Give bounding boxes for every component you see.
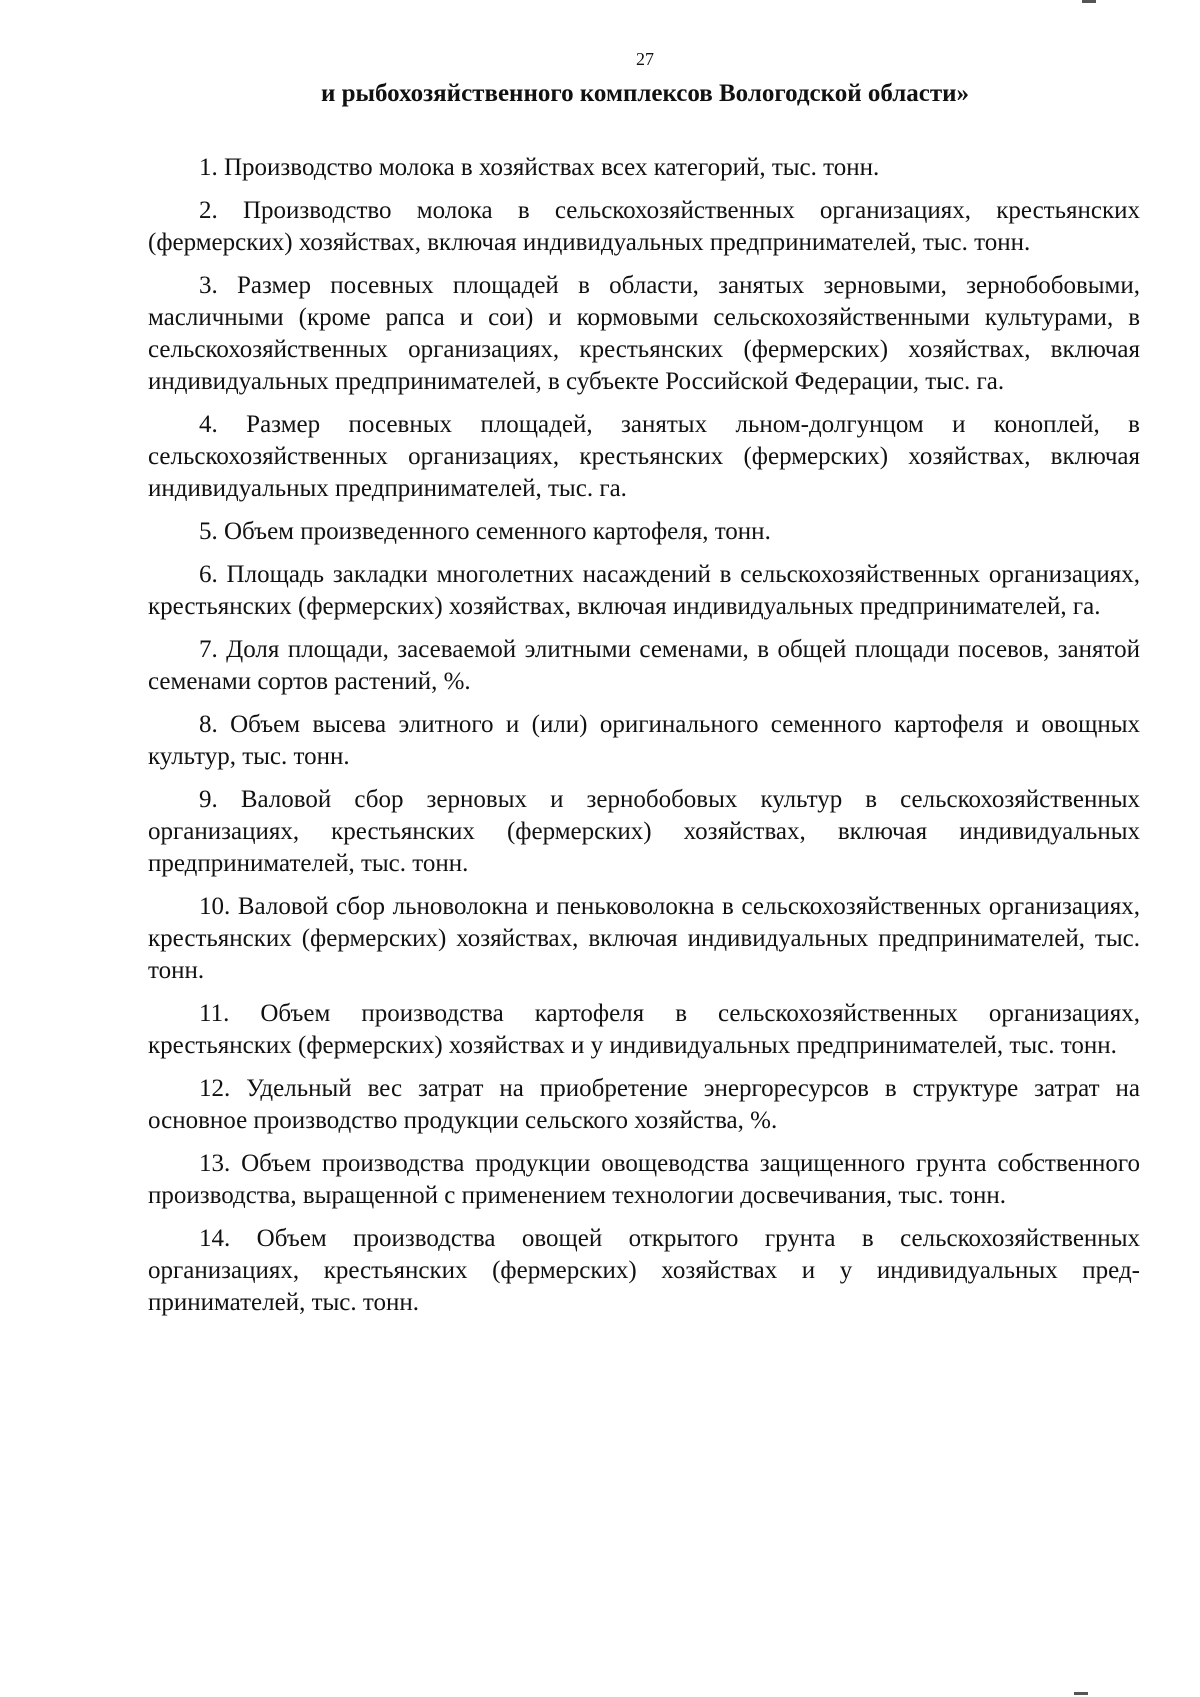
- list-item: 9. Валовой сбор зерновых и зернобобовых культур в сельскохозяйственных организациях, крестьянских (фермерских) хозяйствах, включая индивидуальных предпринимателей, тыс. тонн.: [148, 786, 1140, 877]
- list-item: 13. Объем производства продукции овощеводства защищенного грунта собственного производства, выращенной с применением технологии досвечивания, тыс. тонн.: [148, 1150, 1140, 1209]
- list-item: 3. Размер посевных площадей в области, занятых зерновыми, зернобобовыми, масличными (кроме рапса и сои) и кормовыми сельскохозяйственными культурами, в сельскохозяйственных организациях, крестьянских (фермерских) хозяйствах, включая индивидуальных предпринимателей, в субъекте Российской Федерации, тыс. га.: [148, 272, 1140, 395]
- indicator-list: [148, 152, 1140, 1330]
- list-item: 12. Удельный вес затрат на приобретение энергоресурсов в структуре затрат на основное производство продукции сельского хозяйства, %.: [148, 1075, 1140, 1134]
- list-item: 8. Объем высева элитного и (или) оригинального семенного картофеля и овощных культур, тыс. тонн.: [148, 711, 1140, 770]
- list-item: 4. Размер посевных площадей, занятых льном-долгунцом и коноплей, в сельскохозяйственных организациях, крестьянских (фермерских) хозяйствах, включая индивидуальных предпринимателей, тыс. га.: [148, 411, 1140, 502]
- scan-artifact-mark: [1074, 1692, 1088, 1695]
- list-item: 6. Площадь закладки многолетних насаждений в сельскохозяйственных организациях, крестьянских (фермерских) хозяйствах, включая индивидуальных предпринимателей, га.: [148, 561, 1140, 620]
- page-number: 27: [636, 49, 654, 69]
- page-heading: и рыбохозяйственного комплексов Вологодской области»: [320, 80, 970, 107]
- scan-artifact-mark: [1082, 0, 1096, 3]
- list-item: 11. Объем производства картофеля в сельскохозяйственных организациях, крестьянских (фермерских) хозяйствах и у индивидуальных предпринимателей, тыс. тонн.: [148, 1000, 1140, 1059]
- list-item: 5. Объем произведенного семенного картофеля, тонн.: [199, 518, 771, 545]
- list-item: 14. Объем производства овощей открытого грунта в сельскохозяйственных организациях, крестьянских (фермерских) хозяйствах и у индивидуальных предпринимателей, тыс. тонн.: [148, 1225, 1140, 1316]
- list-item: 1. Производство молока в хозяйствах всех категорий, тыс. тонн.: [199, 154, 880, 181]
- list-item: 7. Доля площади, засеваемой элитными семенами, в общей площади посевов, занятой семенами сортов растений, %.: [148, 636, 1140, 695]
- list-item: 2. Производство молока в сельскохозяйственных организациях, крестьянских (фермерских) хозяйствах, включая индивидуальных предпринимателей, тыс. тонн.: [148, 197, 1140, 256]
- list-item: 10. Валовой сбор льноволокна и пеньковолокна в сельскохозяйственных организациях, крестьянских (фермерских) хозяйствах, включая индивидуальных предпринимателей, тыс. тонн.: [148, 893, 1140, 984]
